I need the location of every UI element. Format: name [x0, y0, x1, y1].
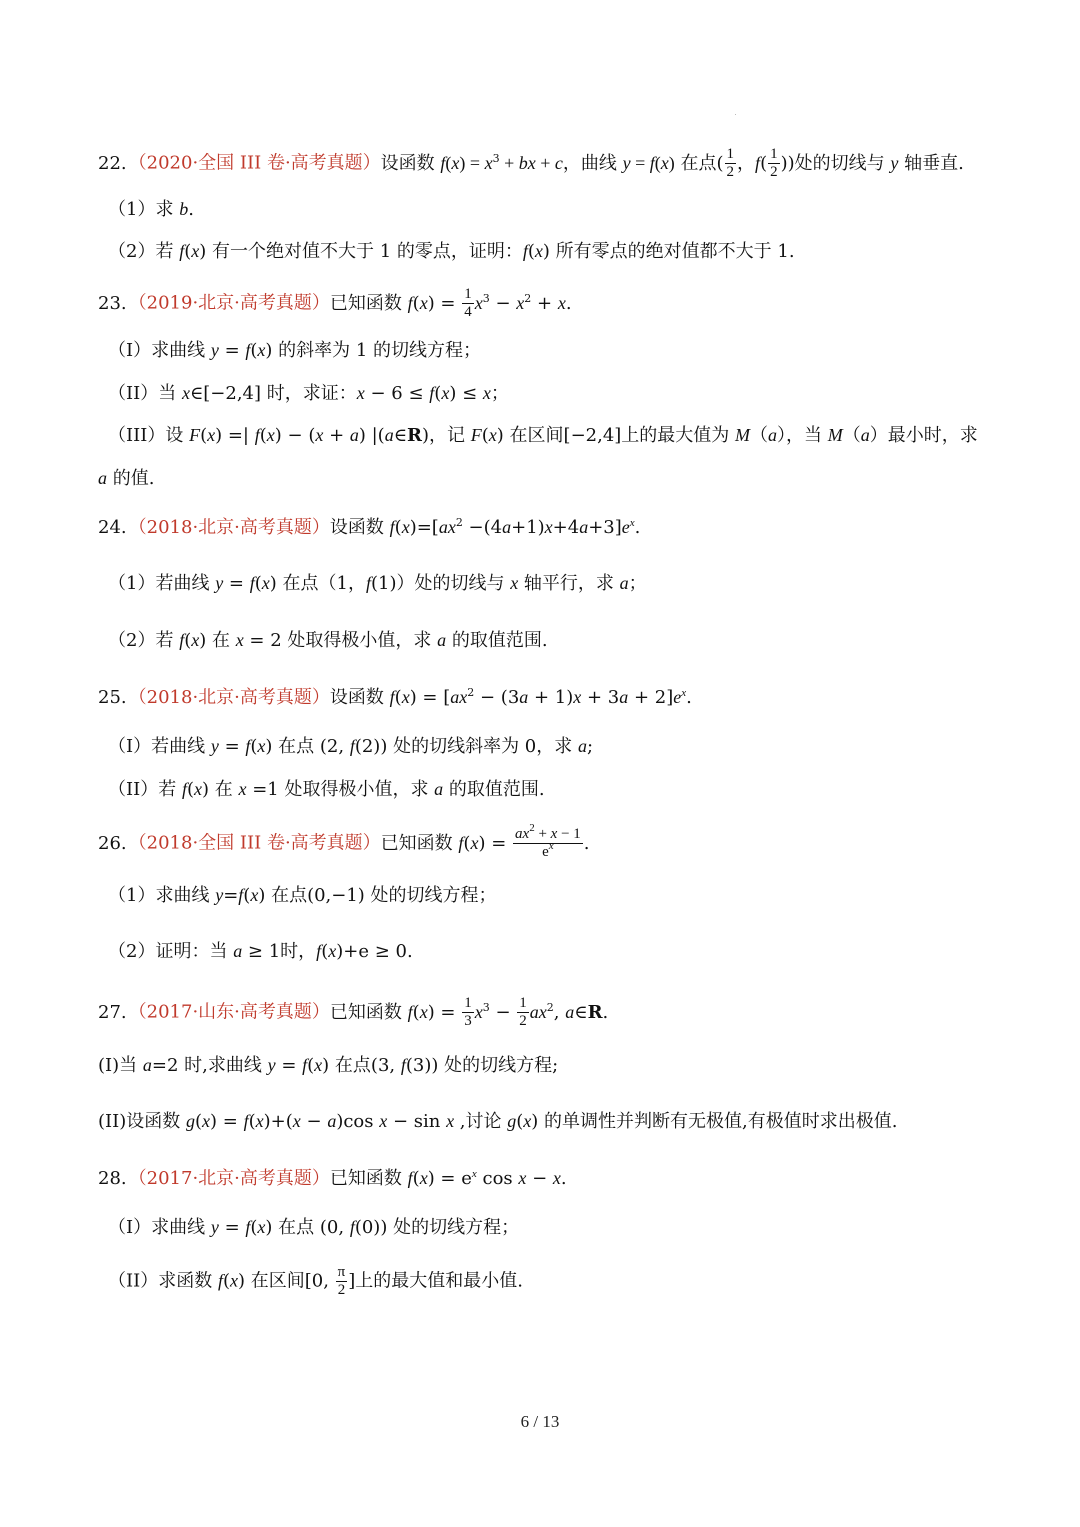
problem-28-part-2: （II）求函数 f(x) 在区间[0, $\frac{\pi}{2}$ ]上的最大值和最小值.: [108, 1264, 523, 1298]
problem-stem: 已知函数 $f(x) = e^x$ cos x − x.: [329, 1168, 567, 1189]
problem-source: （2018·全国 III 卷·高考真题）: [128, 832, 381, 854]
problem-24-part-1: （1）若曲线 y = f(x) 在点（1，f(1)）处的切线与 x 轴平行，求 a；: [108, 573, 647, 594]
problem-25-part-2: （II）若 f(x) 在 x =1 处取得极小值，求 a 的取值范围.: [108, 779, 545, 800]
problem-27: 27. （2017·山东·高考真题）已知函数 f(x) = $\frac{1}{3}$ $x^3$ − $\frac{1}{2}$ $ax^2$, a∈R.: [98, 995, 609, 1029]
problem-26-part-2: （2）证明：当 a ≥ 1时，f(x)+e ≥ 0.: [108, 941, 413, 962]
problem-24: 24. （2018·北京·高考真题）设函数 $f(x)=[ax^2 -(4a+1)x+4a+3]e^x$.: [98, 516, 641, 538]
problem-27-part-2: (II)设函数 g(x) = f(x)+(x − a)cos x − sin x ,讨论 g(x) 的单调性并判断有无极值,有极值时求出极值.: [98, 1111, 898, 1132]
problem-22-part-2: （2）若 f(x) 有一个绝对值不大于 1 的零点，证明：f(x) 所有零点的绝对值都不大于 1.: [108, 241, 795, 262]
problem-source: （2017·山东·高考真题）: [128, 1001, 330, 1023]
problem-23-part-3-cont: a 的值.: [98, 468, 155, 489]
problem-28: 28. （2017·北京·高考真题）已知函数 $f(x) = e^x$ cos x − x.: [98, 1168, 567, 1189]
scan-speck: [735, 114, 736, 115]
page-number: 6 / 13: [520, 1412, 560, 1431]
problem-27-part-1: (I)当 a=2 时,求曲线 y = f(x) 在点(3, f(3)) 处的切线方程;: [98, 1055, 559, 1076]
problem-23-part-2: （II）当 x∈[−2,4] 时，求证：x − 6 ≤ f(x) ≤ x；: [108, 383, 509, 404]
problem-24-part-2: （2）若 f(x) 在 x = 2 处取得极小值，求 a 的取值范围.: [108, 630, 548, 651]
problem-23-part-3: （III）设 F(x) =| f(x) − (x + a) |(a∈R)，记 F(x) 在区间[−2,4]上的最大值为 M（a），当 M（a）最小时，求: [108, 425, 978, 446]
problem-25-part-1: （I）若曲线 y = f(x) 在点 (2, f(2)) 处的切线斜率为 0，求 a;: [108, 736, 594, 757]
problem-stem: 设函数 $f(x) = x^3$ + bx + c，曲线 y = f(x) 在点( $\frac{1}{2}$ ，f( $\frac{1}{2}$ ))处的切线与 y 轴垂直.: [380, 146, 964, 180]
problem-26: 26. （2018·全国 III 卷·高考真题）已知函数 f(x) = $\frac{ax^2 + x - 1}{e^x}$ .: [98, 822, 590, 860]
problem-26-part-1: （1）求曲线 y=f(x) 在点(0,−1) 处的切线方程；: [108, 885, 497, 906]
problem-25: 25. （2018·北京·高考真题）设函数 $f(x) = [ax^2 - (3a + 1)x + 3a + 2]e^x$.: [98, 686, 692, 708]
problem-22: 22. （2020·全国 III 卷·高考真题）设函数 $f(x) = x^3$ + bx + c，曲线 y = f(x) 在点( $\frac{1}{2}$ ，f( $\frac{1}{2}$ ))处的切线与 y 轴垂直.: [98, 146, 964, 180]
problem-23-part-1: （I）求曲线 y = f(x) 的斜率为 1 的切线方程；: [108, 340, 482, 361]
problem-22-part-1: （1）求 b.: [108, 199, 194, 220]
problem-stem: 已知函数 f(x) = $\frac{ax^2 + x - 1}{e^x}$ .: [380, 822, 590, 860]
problem-source: （2020·全国 III 卷·高考真题）: [128, 152, 381, 174]
problem-23: 23. （2019·北京·高考真题）已知函数 f(x) = $\frac{1}{4}$ $x^3 - x^2 + x$.: [98, 286, 572, 320]
problem-source: （2019·北京·高考真题）: [128, 292, 330, 314]
problem-source: （2018·北京·高考真题）: [128, 687, 330, 708]
problem-stem: 已知函数 f(x) = $\frac{1}{3}$ $x^3$ − $\frac{1}{2}$ $ax^2$, a∈R.: [329, 995, 609, 1029]
problem-28-part-1: （I）求曲线 y = f(x) 在点 (0, f(0)) 处的切线方程；: [108, 1217, 520, 1238]
problem-source: （2017·北京·高考真题）: [128, 1168, 330, 1189]
problem-stem: 已知函数 f(x) = $\frac{1}{4}$ $x^3 - x^2 + x$.: [329, 286, 572, 320]
problem-source: （2018·北京·高考真题）: [128, 517, 330, 538]
problem-stem: 设函数 $f(x)=[ax^2 -(4a+1)x+4a+3]e^x$.: [329, 516, 641, 538]
problem-stem: 设函数 $f(x) = [ax^2 - (3a + 1)x + 3a + 2]e^x$.: [329, 686, 692, 708]
